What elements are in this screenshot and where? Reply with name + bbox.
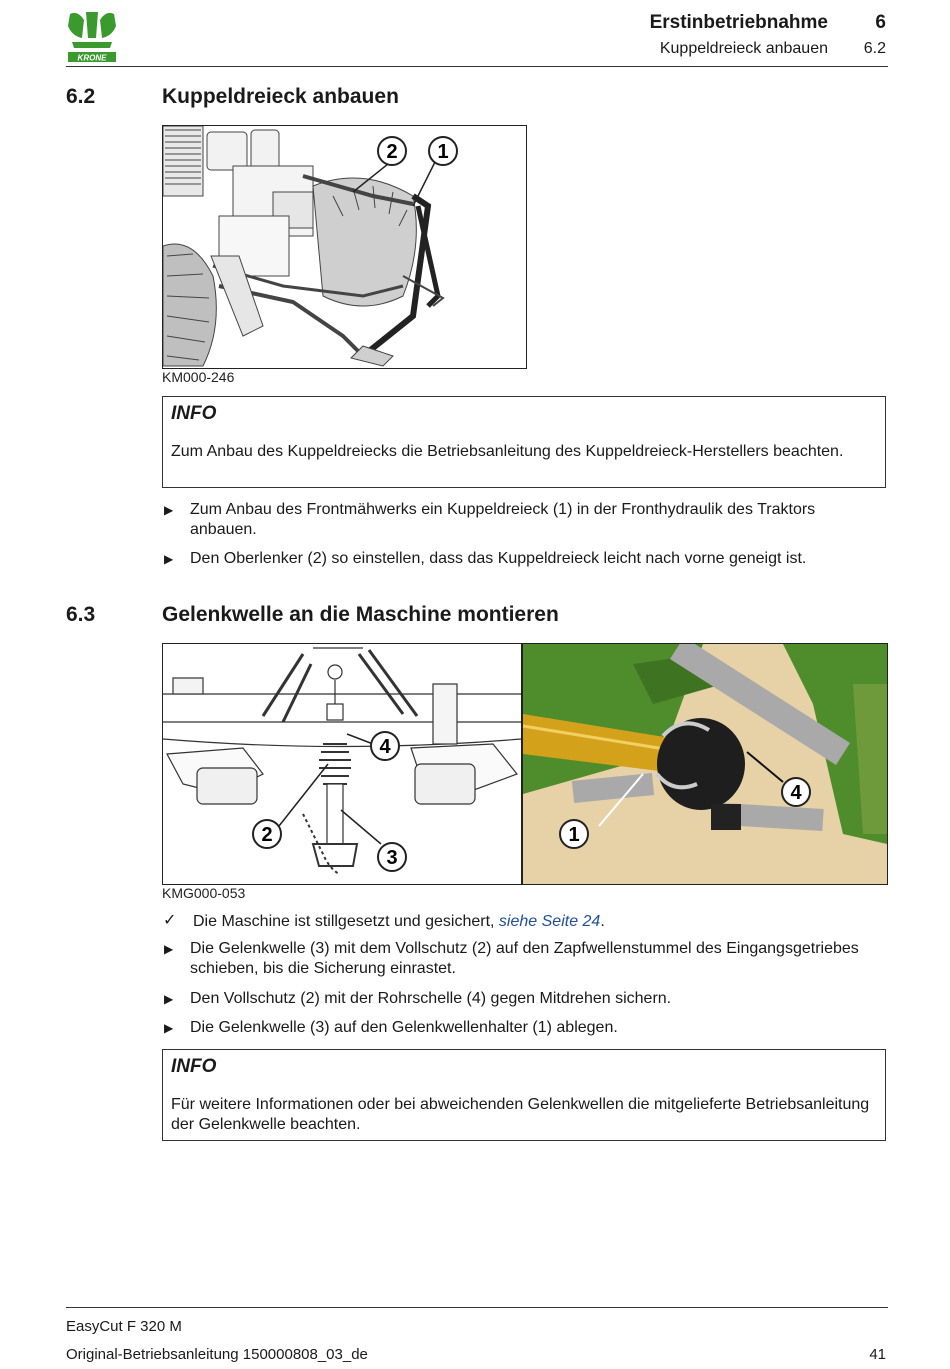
checkmark-icon: ✓ <box>163 912 177 929</box>
precondition-end: . <box>600 913 605 930</box>
info-title: INFO <box>171 1056 217 1077</box>
section-62-number: 6.2 <box>66 85 96 108</box>
figure-pto-shaft <box>162 643 888 885</box>
logo-text: KRONE <box>77 53 107 63</box>
header-chapter-title: Erstinbetriebnahme <box>649 12 828 33</box>
bullet-icon: ▶ <box>164 992 174 1006</box>
info-box-pto-shaft <box>162 1049 886 1141</box>
header-section-title: Kuppeldreieck anbauen <box>659 40 828 57</box>
step-item: Zum Anbau des Frontmähwerks ein Kuppeldreieck (1) in der Fronthydraulik des Traktors anbauen. <box>190 501 816 538</box>
footer-model: EasyCut F 320 M <box>66 1318 182 1335</box>
step-item: Die Gelenkwelle (3) auf den Gelenkwellenhalter (1) ablegen. <box>190 1019 618 1036</box>
section-63-title: Gelenkwelle an die Maschine montieren <box>162 603 559 626</box>
callout-4-left: 4 <box>379 736 391 758</box>
section-63-number: 6.3 <box>66 603 96 626</box>
header-divider <box>66 66 888 67</box>
step-item: Den Vollschutz (2) mit der Rohrschelle (4) gegen Mitdrehen sichern. <box>190 990 672 1007</box>
step-item: Die Gelenkwelle (3) mit dem Vollschutz (2) auf den Zapfwellenstummel des Eingangsgetriebes schieben, bis die Sicherung einrastet. <box>190 940 859 977</box>
callout-1: 1 <box>437 141 449 163</box>
bullet-icon: ▶ <box>164 503 174 517</box>
info-box-coupling <box>162 396 886 488</box>
callout-3-left: 3 <box>386 847 398 869</box>
precondition-text: Die Maschine ist stillgesetzt und gesichert, <box>193 913 499 930</box>
figure-caption-kmg000-053: KMG000-053 <box>162 885 246 901</box>
footer-document-id: Original-Betriebsanleitung 150000808_03_de <box>66 1346 368 1363</box>
bullet-icon: ▶ <box>164 552 174 566</box>
info-title: INFO <box>171 403 217 424</box>
krone-logo <box>64 8 120 64</box>
section-62-title: Kuppeldreieck anbauen <box>162 85 399 108</box>
callout-2: 2 <box>386 141 398 163</box>
footer-page-number: 41 <box>869 1346 886 1363</box>
footer-divider <box>66 1307 888 1308</box>
info-text: Zum Anbau des Kuppeldreiecks die Betriebsanleitung des Kuppeldreieck-Herstellers beachten. <box>171 443 844 460</box>
callout-1-right: 1 <box>568 824 580 846</box>
header-chapter-number: 6 <box>875 12 886 33</box>
figure-coupling-triangle <box>162 125 527 369</box>
page-reference-link[interactable]: siehe Seite 24 <box>498 913 601 930</box>
callout-4-right: 4 <box>790 782 802 804</box>
figure-caption-km000-246: KM000-246 <box>162 369 235 385</box>
step-item: Den Oberlenker (2) so einstellen, dass das Kuppeldreieck leicht nach vorne geneigt ist. <box>190 550 807 567</box>
bullet-icon: ▶ <box>164 942 174 956</box>
bullet-icon: ▶ <box>164 1021 174 1035</box>
info-text: Für weitere Informationen oder bei abweichenden Gelenkwellen die mitgelieferte Betriebsanleitung der Gelenkwelle beachten. <box>171 1096 870 1133</box>
callout-2-left: 2 <box>261 824 273 846</box>
header-section-number: 6.2 <box>863 40 886 57</box>
precondition-item <box>193 912 883 932</box>
